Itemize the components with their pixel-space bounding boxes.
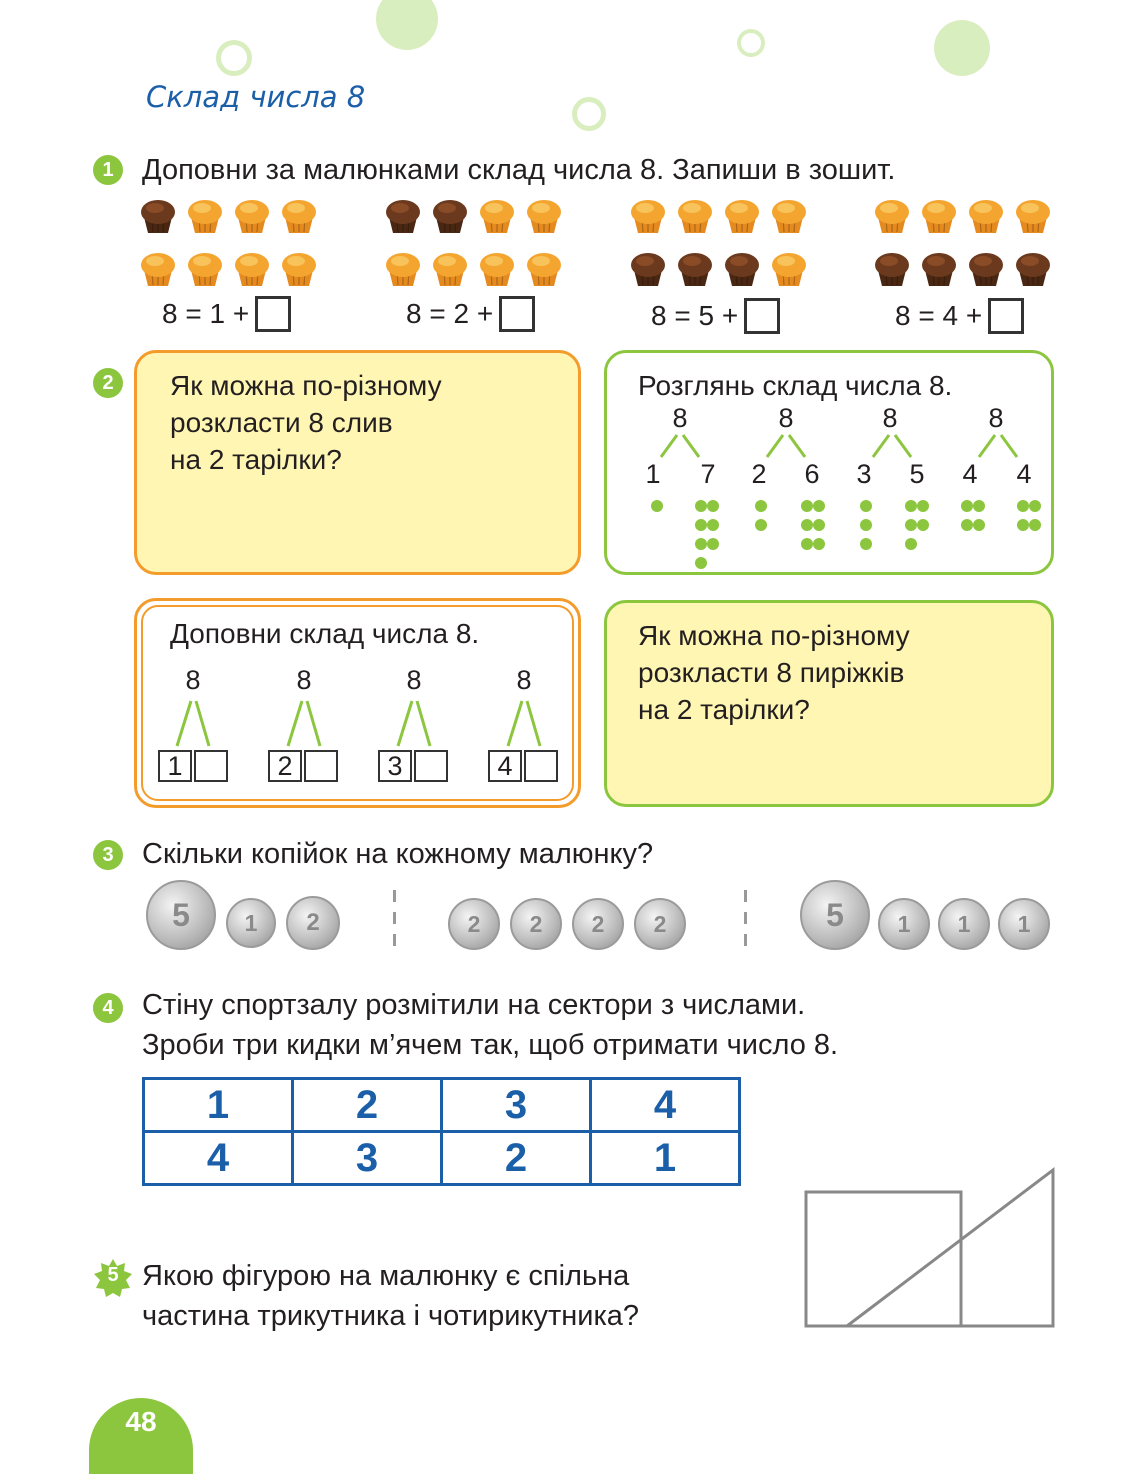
muffin-row [872,197,1062,240]
chocolate-muffin-icon [872,250,912,293]
task-4-line2: Зроби три кидки м’ячем так, щоб отримати число 8. [142,1029,839,1061]
tree-right: 7 [700,459,716,489]
muffin-group [383,197,573,303]
chocolate-muffin-icon [966,250,1006,293]
count-dot [813,500,825,512]
count-dot [973,519,985,531]
sector-cell[interactable]: 2 [293,1079,442,1132]
equation-2: 8 = 2 + [406,296,535,332]
panel-fill-title: Доповни склад числа 8. [170,618,480,649]
answer-box[interactable] [499,296,535,332]
tree-top: 8 [185,665,201,695]
decor-ring [737,29,765,57]
sector-cell[interactable]: 2 [442,1132,591,1185]
count-dot [905,519,917,531]
chocolate-muffin-icon [628,250,668,293]
tree-top: 8 [778,403,794,433]
panel-pies-text: Як можна по-різному розкласти 8 пиріжків на 2 тарілки? [638,620,910,725]
decor-ring [572,97,606,131]
task-1-text: Доповни за малюнками склад числа 8. Запиши в зошит. [142,154,896,186]
tree-right-box[interactable] [414,750,448,782]
chocolate-muffin-icon [919,250,959,293]
page-number: 48 [89,1398,193,1474]
count-dot [973,500,985,512]
muffin-icon [769,250,809,293]
page-title: Склад числа 8 [146,80,366,114]
muffin-icon [477,250,517,293]
muffin-icon [477,197,517,240]
chocolate-muffin-icon [430,197,470,240]
panel-plums [134,350,581,575]
muffin-row [383,197,573,240]
count-dot [695,500,707,512]
muffin-icon [628,197,668,240]
count-dot [1017,500,1029,512]
equation-1: 8 = 1 + [162,296,291,332]
answer-box[interactable] [255,296,291,332]
tree-top: 8 [988,403,1004,433]
coin-1-icon: 1 [938,898,990,950]
sector-grid [142,1077,741,1186]
tree-left: 2 [751,459,767,489]
muffin-group [872,197,1062,303]
count-dot [1029,500,1041,512]
chocolate-muffin-icon [383,197,423,240]
coin-1-icon: 1 [998,898,1050,950]
coin-2-icon: 2 [286,896,340,950]
tree-left: 3 [856,459,872,489]
coin-1-icon: 1 [878,898,930,950]
panel-pies [604,600,1054,807]
muffin-icon [279,250,319,293]
tree-top: 8 [516,665,532,695]
coin-5-icon: 5 [146,880,216,950]
sector-cell[interactable]: 4 [591,1079,740,1132]
count-dot [695,538,707,550]
tree-left-box: 2 [268,750,302,782]
equation-4: 8 = 4 + [895,298,1024,334]
chocolate-muffin-icon [1013,250,1053,293]
coin-2-icon: 2 [572,898,624,950]
task-3-text: Скільки копійок на кожному малюнку? [142,838,654,870]
count-dot [707,500,719,512]
count-dot [1017,519,1029,531]
count-dot [707,538,719,550]
count-dot [813,519,825,531]
tree-right: 4 [1016,459,1032,489]
task-number-badge: 5 [107,1264,119,1286]
muffin-icon [232,250,272,293]
muffin-icon [232,197,272,240]
count-dot [860,538,872,550]
chocolate-muffin-icon [138,197,178,240]
panel-plums-text: Як можна по-різному розкласти 8 слив на 2 тарілки? [170,370,442,475]
tree-right: 6 [804,459,820,489]
muffin-icon [185,250,225,293]
muffin-icon [966,197,1006,240]
count-dot [1029,519,1041,531]
coin-2-icon: 2 [448,898,500,950]
count-dot [695,557,707,569]
muffin-icon [919,197,959,240]
tree-right-box[interactable] [524,750,558,782]
count-dot [961,519,973,531]
muffin-row [138,250,328,293]
count-dot [755,500,767,512]
task-number-badge: 4 [93,993,123,1023]
muffin-icon [383,250,423,293]
muffin-row [628,197,818,240]
tree-left-box: 1 [158,750,192,782]
sector-cell[interactable]: 1 [144,1079,293,1132]
shapes-figure [800,1165,1060,1335]
count-dot [801,519,813,531]
answer-box[interactable] [988,298,1024,334]
panel-fill-composition [134,598,581,808]
muffin-icon [138,250,178,293]
sector-cell[interactable]: 3 [293,1132,442,1185]
muffin-icon [675,197,715,240]
tree-top: 8 [296,665,312,695]
muffin-row [628,250,818,293]
tree-left-box: 3 [378,750,412,782]
muffin-icon [430,250,470,293]
decor-circle [376,0,438,50]
tree-right-box[interactable] [194,750,228,782]
count-dot [801,538,813,550]
tree-top: 8 [882,403,898,433]
decor-ring [216,40,252,76]
muffin-icon [769,197,809,240]
count-dot [917,500,929,512]
answer-box[interactable] [744,298,780,334]
tree-right-box[interactable] [304,750,338,782]
count-dot [801,500,813,512]
muffin-icon [872,197,912,240]
count-dot [905,538,917,550]
task-5-line1: Якою фігурою на малюнку є спільна [142,1260,630,1292]
task-number-badge: 1 [93,155,123,185]
tree-left: 1 [645,459,661,489]
tree-top: 8 [406,665,422,695]
muffin-group [138,197,328,303]
panel-view-title: Розглянь склад числа 8. [638,370,953,401]
coin-2-icon: 2 [510,898,562,950]
tree-lines [607,353,1057,578]
task-5-line2: частина трикутника і чотирикутника? [142,1300,640,1332]
count-dot [860,519,872,531]
count-dot [695,519,707,531]
equation-3: 8 = 5 + [651,298,780,334]
tree-top: 8 [672,403,688,433]
panel-view-composition [604,350,1054,575]
count-dot [707,519,719,531]
muffin-row [383,250,573,293]
muffin-icon [524,197,564,240]
tree-right: 5 [909,459,925,489]
coin-2-icon: 2 [634,898,686,950]
task-4-line1: Стіну спортзалу розмітили на сектори з числами. [142,989,806,1021]
count-dot [917,519,929,531]
muffin-icon [524,250,564,293]
muffin-row [872,250,1062,293]
tree-left: 4 [962,459,978,489]
count-dot [905,500,917,512]
count-dot [961,500,973,512]
task-number-badge: 2 [93,368,123,398]
decor-circle [934,20,990,76]
muffin-icon [1013,197,1053,240]
muffin-icon [722,197,762,240]
muffin-icon [279,197,319,240]
sector-cell[interactable]: 3 [442,1079,591,1132]
sector-cell[interactable]: 1 [591,1132,740,1185]
count-dot [755,519,767,531]
tree-left-box: 4 [488,750,522,782]
count-dot [813,538,825,550]
muffin-icon [185,197,225,240]
count-dot [651,500,663,512]
muffin-row [138,197,328,240]
coin-5-icon: 5 [800,880,870,950]
muffin-group [628,197,818,303]
sector-cell[interactable]: 4 [144,1132,293,1185]
chocolate-muffin-icon [722,250,762,293]
task-number-badge: 3 [93,840,123,870]
count-dot [860,500,872,512]
chocolate-muffin-icon [675,250,715,293]
coin-1-icon: 1 [226,898,276,948]
